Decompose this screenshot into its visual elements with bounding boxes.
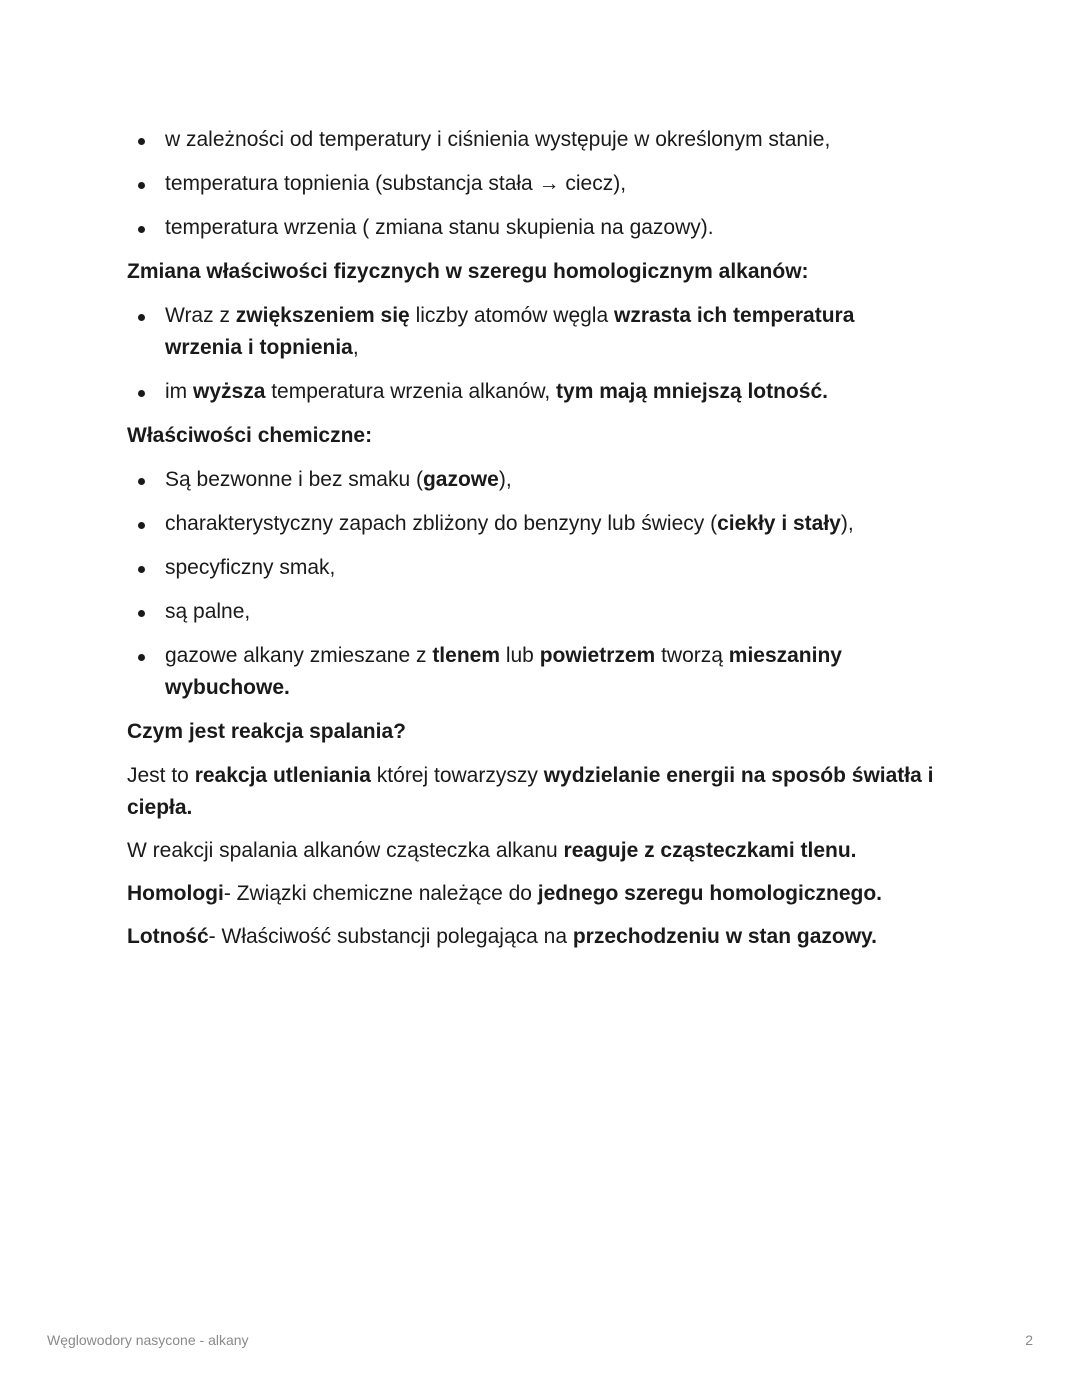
text-segment: której towarzyszy (370, 764, 544, 787)
bold-segment: reaguje z cząsteczkami tlenu. (563, 839, 857, 862)
list-item (127, 464, 937, 496)
bold-segment: Lotność (127, 925, 209, 948)
list-item (127, 508, 937, 540)
text-segment: Są bezwonne i bez smaku ( (165, 468, 423, 491)
homologs-definition (127, 878, 937, 910)
homologous-series-list (127, 300, 937, 408)
document-body (127, 124, 937, 964)
bold-segment: powietrzem (539, 644, 656, 667)
bold-segment: mieszaniny wybuchowe. (165, 644, 842, 699)
bold-segment: gazowe (422, 468, 499, 491)
list-item: temperatura wrzenia ( zmiana stanu skupienia na gazowy). (127, 212, 937, 244)
combustion-definition (127, 760, 937, 824)
footer-title: Węglowodory nasycone - alkany (47, 1332, 249, 1348)
bold-segment: wzrasta ich temperatura wrzenia i topnienia (165, 304, 855, 359)
bold-segment: tlenem (432, 644, 500, 667)
volatility-definition (127, 921, 937, 953)
list-item: są palne, (127, 596, 937, 628)
text-segment: - Właściwość substancji polegająca na (208, 925, 573, 948)
text-segment: ), (840, 512, 854, 535)
text-segment: Wraz z (165, 304, 236, 327)
bold-segment: ciekły i stały (717, 512, 841, 535)
text-segment: - Związki chemiczne należące do (223, 882, 538, 905)
text-segment: ), (498, 468, 512, 491)
physical-state-list (127, 124, 937, 244)
list-item: w zależności od temperatury i ciśnienia występuje w określonym stanie, (127, 124, 937, 156)
text-segment: gazowe alkany zmieszane z (165, 644, 433, 667)
bold-segment: Homologi (127, 882, 224, 905)
list-item: temperatura topnienia (substancja stała → ciecz), (127, 168, 937, 200)
text-segment: , (352, 336, 359, 359)
text-segment: liczby atomów węgla (409, 304, 614, 327)
text-segment: temperatura wrzenia alkanów, (265, 380, 557, 403)
section-heading-combustion: Czym jest reakcja spalania? (127, 720, 406, 743)
text-segment: im (165, 380, 193, 403)
text-segment: Jest to (127, 764, 195, 787)
list-item (127, 300, 937, 364)
text-segment: tworzą (655, 644, 729, 667)
bold-segment: przechodzeniu w stan gazowy. (572, 925, 877, 948)
text-segment: W reakcji spalania alkanów cząsteczka alkanu (127, 839, 564, 862)
bold-segment: jednego szeregu homologicznego. (537, 882, 882, 905)
bold-segment: zwiększeniem się (235, 304, 410, 327)
bold-segment: wyższa (193, 380, 266, 403)
text-segment: charakterystyczny zapach zbliżony do benzyny lub świecy ( (165, 512, 718, 535)
section-heading-chemical-properties: Właściwości chemiczne: (127, 424, 373, 447)
bold-segment: wydzielanie energii na sposób światła i ciepła. (127, 764, 934, 819)
list-item (127, 640, 937, 704)
chemical-properties-list (127, 464, 937, 704)
combustion-reaction-note (127, 835, 937, 867)
bold-segment: reakcja utleniania (194, 764, 371, 787)
footer-page-number: 2 (1025, 1332, 1033, 1348)
section-heading-physical-changes: Zmiana właściwości fizycznych w szeregu homologicznym alkanów: (127, 260, 809, 283)
bold-segment: tym mają mniejszą lotność. (556, 380, 828, 403)
list-item: specyficzny smak, (127, 552, 937, 584)
text-segment: lub (500, 644, 540, 667)
list-item (127, 376, 937, 408)
